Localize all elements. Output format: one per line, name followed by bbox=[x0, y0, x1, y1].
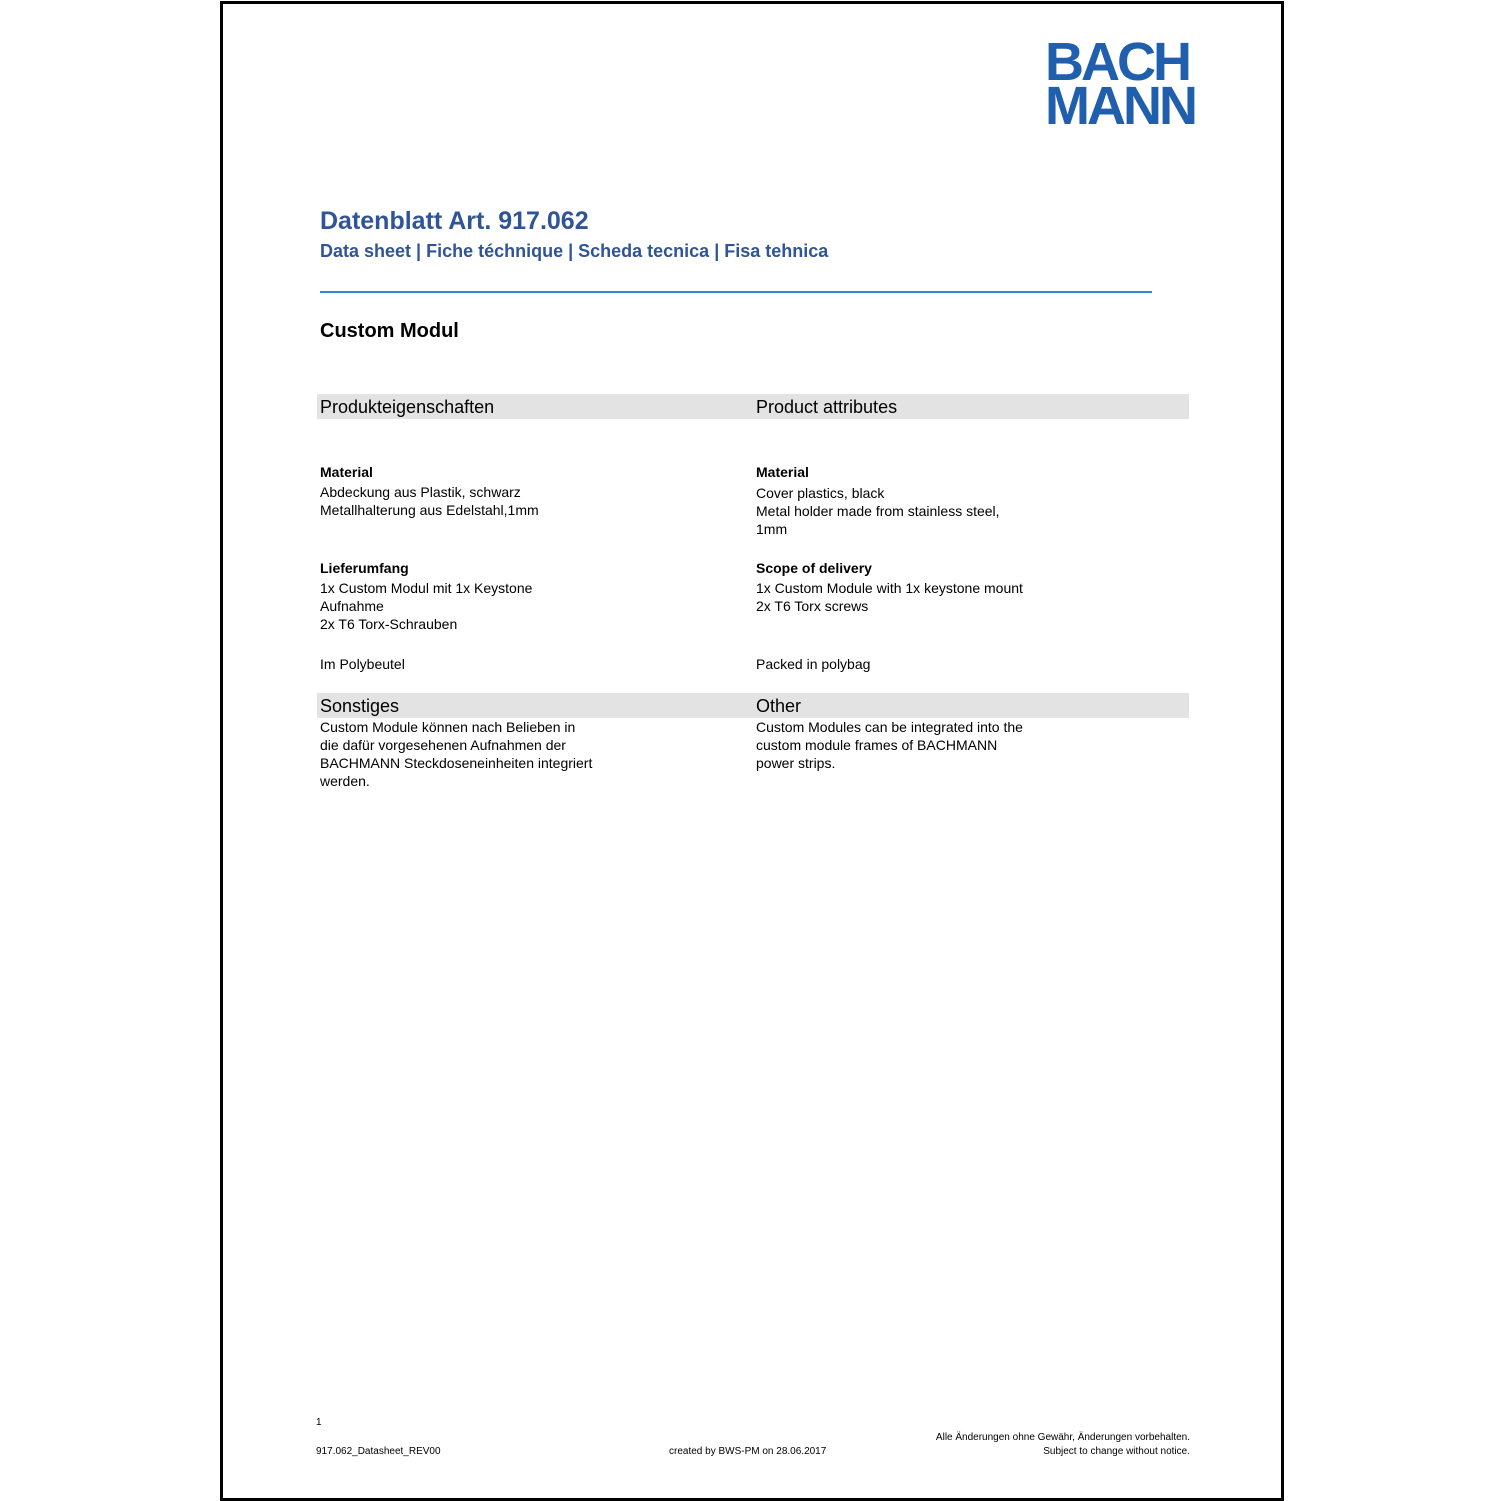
material-text-en: Cover plastics, black Metal holder made from stainless steel, 1mm bbox=[756, 485, 1000, 537]
delivery-text-de: 1x Custom Modul mit 1x Keystone Aufnahme 2x T6 Torx-Schrauben bbox=[320, 580, 533, 632]
bachmann-logo: BACH MANN bbox=[1045, 32, 1195, 136]
other-heading-de: Sonstiges bbox=[320, 696, 400, 716]
disclaimer-de: Alle Änderungen ohne Gewähr, Änderungen vorbehalten. bbox=[935, 1432, 1190, 1443]
packaging-text-en: Packed in polybag bbox=[756, 656, 871, 672]
delivery-text-en: 1x Custom Module with 1x keystone mount 2x T6 Torx screws bbox=[756, 580, 1023, 614]
attributes-section-bar bbox=[317, 394, 1189, 419]
material-text-de: Abdeckung aus Plastik, schwarz Metallhalterung aus Edelstahl,1mm bbox=[320, 484, 539, 518]
other-heading-en: Other bbox=[756, 696, 802, 716]
datasheet-page bbox=[220, 1, 1284, 1501]
delivery-heading-de: Lieferumfang bbox=[320, 560, 409, 576]
title-divider bbox=[320, 291, 1152, 293]
other-text-de: Custom Module können nach Belieben in die dafür vorgesehenen Aufnahmen der BACHMANN Steckdoseneinheiten integriert werden. bbox=[320, 719, 593, 789]
created-note: created by BWS-PM on 28.06.2017 bbox=[669, 1446, 827, 1457]
page-title: Datenblatt Art. 917.062 bbox=[320, 207, 589, 235]
material-heading-de: Material bbox=[320, 464, 373, 480]
page-number: 1 bbox=[316, 1417, 322, 1428]
disclaimer-en: Subject to change without notice. bbox=[1043, 1446, 1190, 1457]
product-name: Custom Modul bbox=[320, 320, 459, 342]
delivery-heading-en: Scope of delivery bbox=[756, 560, 872, 576]
packaging-text-de: Im Polybeutel bbox=[320, 656, 405, 672]
attributes-heading-de: Produkteigenschaften bbox=[320, 397, 495, 417]
other-section-bar bbox=[317, 693, 1189, 718]
attributes-heading-en: Product attributes bbox=[756, 397, 898, 417]
other-text-en: Custom Modules can be integrated into the custom module frames of BACHMANN power strips. bbox=[756, 719, 1023, 771]
page-subtitle: Data sheet | Fiche téchnique | Scheda tecnica | Fisa tehnica bbox=[320, 241, 829, 261]
material-heading-en: Material bbox=[756, 464, 809, 480]
document-id: 917.062_Datasheet_REV00 bbox=[316, 1446, 441, 1457]
